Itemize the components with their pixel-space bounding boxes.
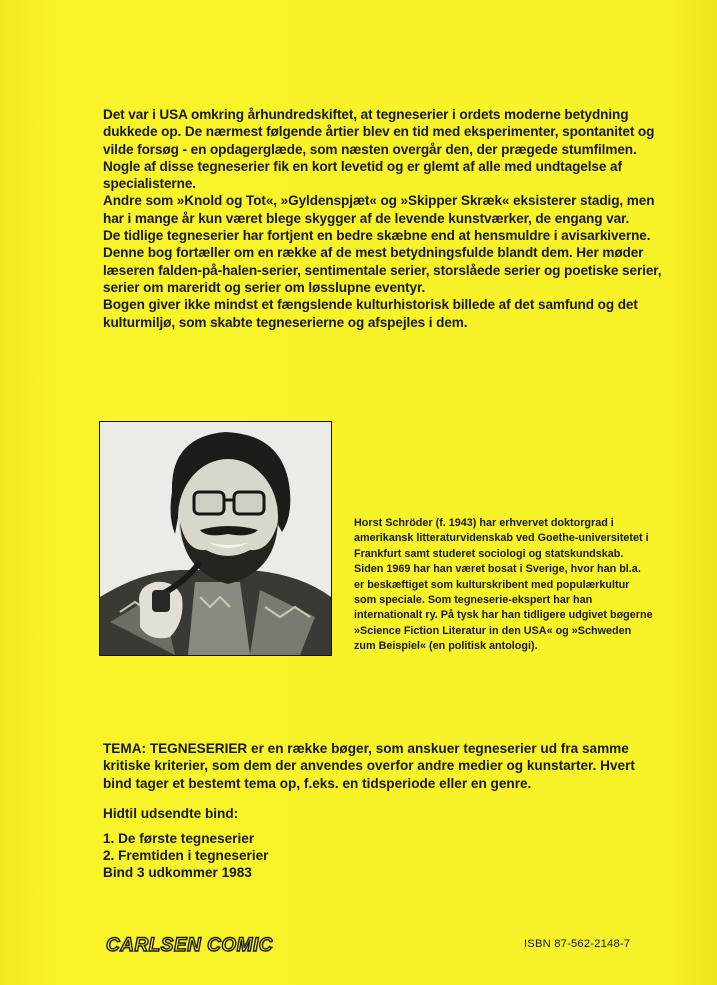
author-bio: [354, 516, 654, 655]
intro-text: [103, 106, 663, 331]
series-description: [103, 740, 663, 792]
series-description-text: TEMA: TEGNESERIER er en række bøger, som anskuer tegneserier ud fra samme kritiske kriterier, som dem der anvendes overfor andre medier og kunstarter. Hvert bind tager et bestemt tema op, f.eks. en tidsperiode eller en genre.: [103, 741, 635, 791]
author-photo: [99, 421, 332, 656]
carlsen-comics-logo: [103, 928, 273, 965]
author-portrait-image: [100, 422, 331, 655]
intro-paragraph-3: De tidlige tegneserier har fortjent en bedre skæbne end at hensmuldre i avisarkiverne. Denne bog fortæller om en række af de mest betydningsfulde blandt dem. Her møder læseren falden-på-halen-serier, sentimentale serier, storslåede serier og poetiske serier, serier om mareridt og serier om løsslupne eventyr.: [103, 228, 662, 295]
author-bio-text: Horst Schröder (f. 1943) har erhvervet doktorgrad i amerikansk litteraturvidenskab ved Goethe-universitetet i Frankfurt samt studeret sociologi og statskundskab. Siden 1969 har han været bosat i Sverige, hvor han bl.a. er beskæftiget som kulturskribent med populærkultur som speciale. Som tegneserie-ekspert har han internationalt ry. På tysk har han tidligere udgivet bøgerne »Science Fiction Literatur in den USA« og »Schweden zum Beispiel« (en politisk antologi).: [354, 517, 653, 653]
volume-item: 1. De første tegneserier: [103, 831, 255, 846]
published-heading: Hidtil udsendte bind:: [103, 806, 239, 821]
svg-text:CARLSEN COMICS: CARLSEN COMICS: [106, 935, 273, 956]
volume-list: [103, 830, 268, 881]
intro-paragraph-1: Det var i USA omkring århundredskiftet, at tegneserier i ordets moderne betydning dukkede op. De nærmest følgende årtier blev en tid med eksperimenter, spontanitet og vilde forsøg - en opdagerglæde, som næsten overgår den, der prægede stumfilmen. Nogle af disse tegneserier fik en kort levetid og er glemt af alle med undtagelse af specialisterne.: [103, 107, 655, 192]
volume-item: 2. Fremtiden i tegneserier: [103, 848, 269, 863]
intro-paragraph-2: Andre som »Knold og Tot«, »Gyldenspjæt« og »Skipper Skræk« eksisterer stadig, men har i mange år kun været blege skygger af de levende kunstværker, de engang var.: [103, 193, 655, 226]
volume-item: Bind 3 udkommer 1983: [103, 865, 252, 880]
isbn-number: ISBN 87-562-2148-7: [524, 938, 631, 950]
intro-paragraph-4: Bogen giver ikke mindst et fængslende kulturhistorisk billede af det samfund og det kulturmiljø, som skabte tegneserierne og afspejles i dem.: [103, 297, 638, 330]
carlsen-comics-logo-image: [103, 928, 273, 960]
